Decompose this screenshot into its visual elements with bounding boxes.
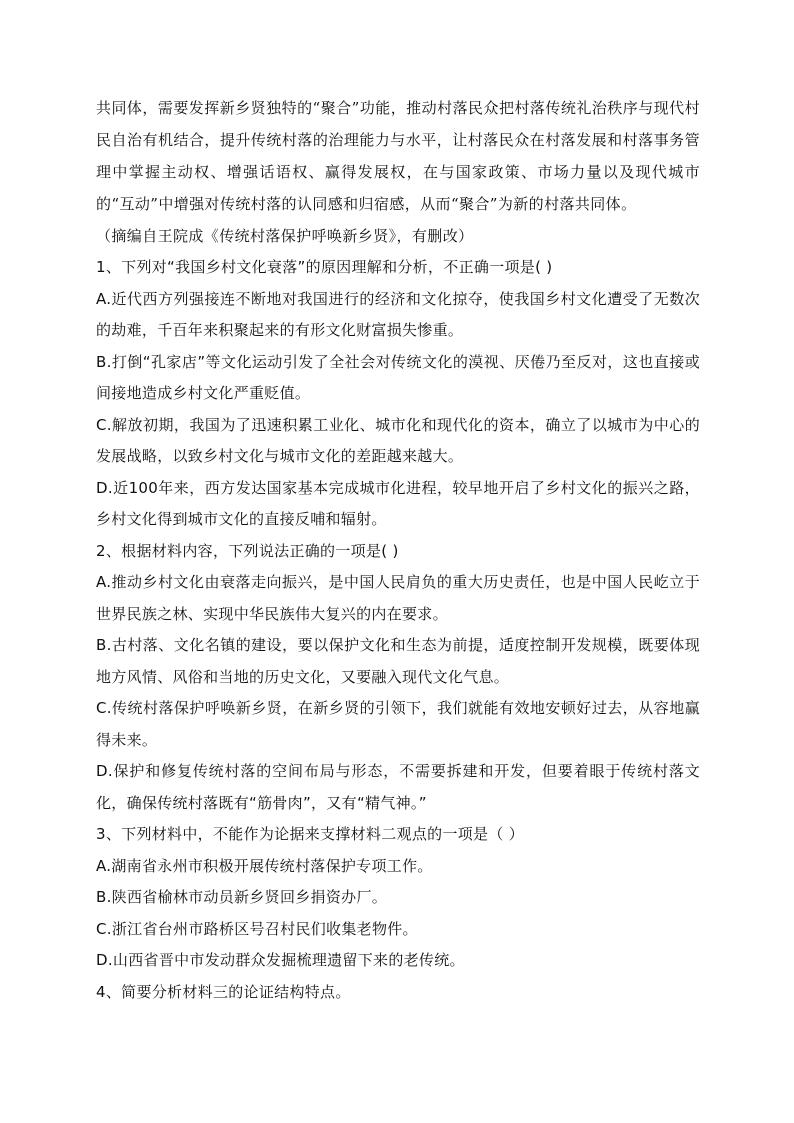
- question-1: [96, 252, 700, 536]
- option-d: D.保护和修复传统村落的空间布局与形态，不需要拆建和开发，但要着眼于传统村落文化，确保传统村落既有“筋骨肉”，又有“精气神。”: [96, 762, 700, 812]
- question-stem: 1、下列对“我国乡村文化衰落”的原因理解和分析，不正确一项是( ): [96, 258, 553, 276]
- question-stem: 2、根据材料内容，下列说法正确的一项是( ): [96, 541, 399, 560]
- question-3: [96, 819, 700, 977]
- option-d: D.近100年来，西方发达国家基本完成城市化进程，较早地开启了乡村文化的振兴之路，乡村文化得到城市文化的直接反哺和辐射。: [96, 478, 700, 528]
- question-stem: 4、简要分析材料三的论证结构特点。: [96, 982, 351, 1001]
- document-page: [96, 92, 700, 1008]
- question-list: [96, 252, 700, 1008]
- reading-passage: [96, 92, 700, 252]
- option-d: D.山西省晋中市发动群众发掘梳理遗留下来的老传统。: [96, 951, 465, 969]
- passage-source: （摘编自王院成《传统村落保护呼唤新乡贤》，有删改）: [96, 227, 474, 245]
- passage-paragraph: 共同体，需要发挥新乡贤独特的“聚合”功能，推动村落民众把村落传统礼治秩序与现代村民自治有机结合，提升传统村落的治理能力与水平，让村落民众在村落发展和村落事务管理中掌握主动权、增强话语权、赢得发展权，在与国家政策、市场力量以及现代城市的“互动”中增强对传统村落的认同感和归宿感，从而“聚合”为新的村落共同体。: [96, 99, 700, 213]
- question-stem: 3、下列材料中，不能作为论据来支撑材料二观点的一项是（ ）: [96, 825, 525, 843]
- option-c: C.传统村落保护呼唤新乡贤，在新乡贤的引领下，我们就能有效地安顿好过去，从容地赢得未来。: [96, 699, 700, 749]
- option-b: B.陕西省榆林市动员新乡贤回乡捐资办厂。: [96, 888, 388, 906]
- option-a: A.推动乡村文化由衰落走向振兴，是中国人民肩负的重大历史责任，也是中国人民屹立于世界民族之林、实现中华民族伟大复兴的内在要求。: [96, 573, 700, 623]
- option-c: C.浙江省台州市路桥区号召村民们收集老物件。: [96, 919, 418, 938]
- option-b: B.打倒“孔家店”等文化运动引发了全社会对传统文化的漠视、厌倦乃至反对，这也直接或间接地造成乡村文化严重贬值。: [96, 352, 700, 402]
- question-2: [96, 536, 700, 820]
- option-c: C.解放初期，我国为了迅速积累工业化、城市化和现代化的资本，确立了以城市为中心的发展战略，以致乡村文化与城市文化的差距越来越大。: [96, 415, 700, 465]
- option-a: A.湖南省永州市积极开展传统村落保护专项工作。: [96, 856, 433, 875]
- option-a: A.近代西方列强接连不断地对我国进行的经济和文化掠夺，使我国乡村文化遭受了无数次的劫难，千百年来积聚起来的有形文化财富损失惨重。: [96, 289, 700, 339]
- option-b: B.古村落、文化名镇的建设，要以保护文化和生态为前提，适度控制开发规模，既要体现地方风情、风俗和当地的历史文化，又要融入现代文化气息。: [96, 636, 700, 686]
- question-4: [96, 977, 700, 1009]
